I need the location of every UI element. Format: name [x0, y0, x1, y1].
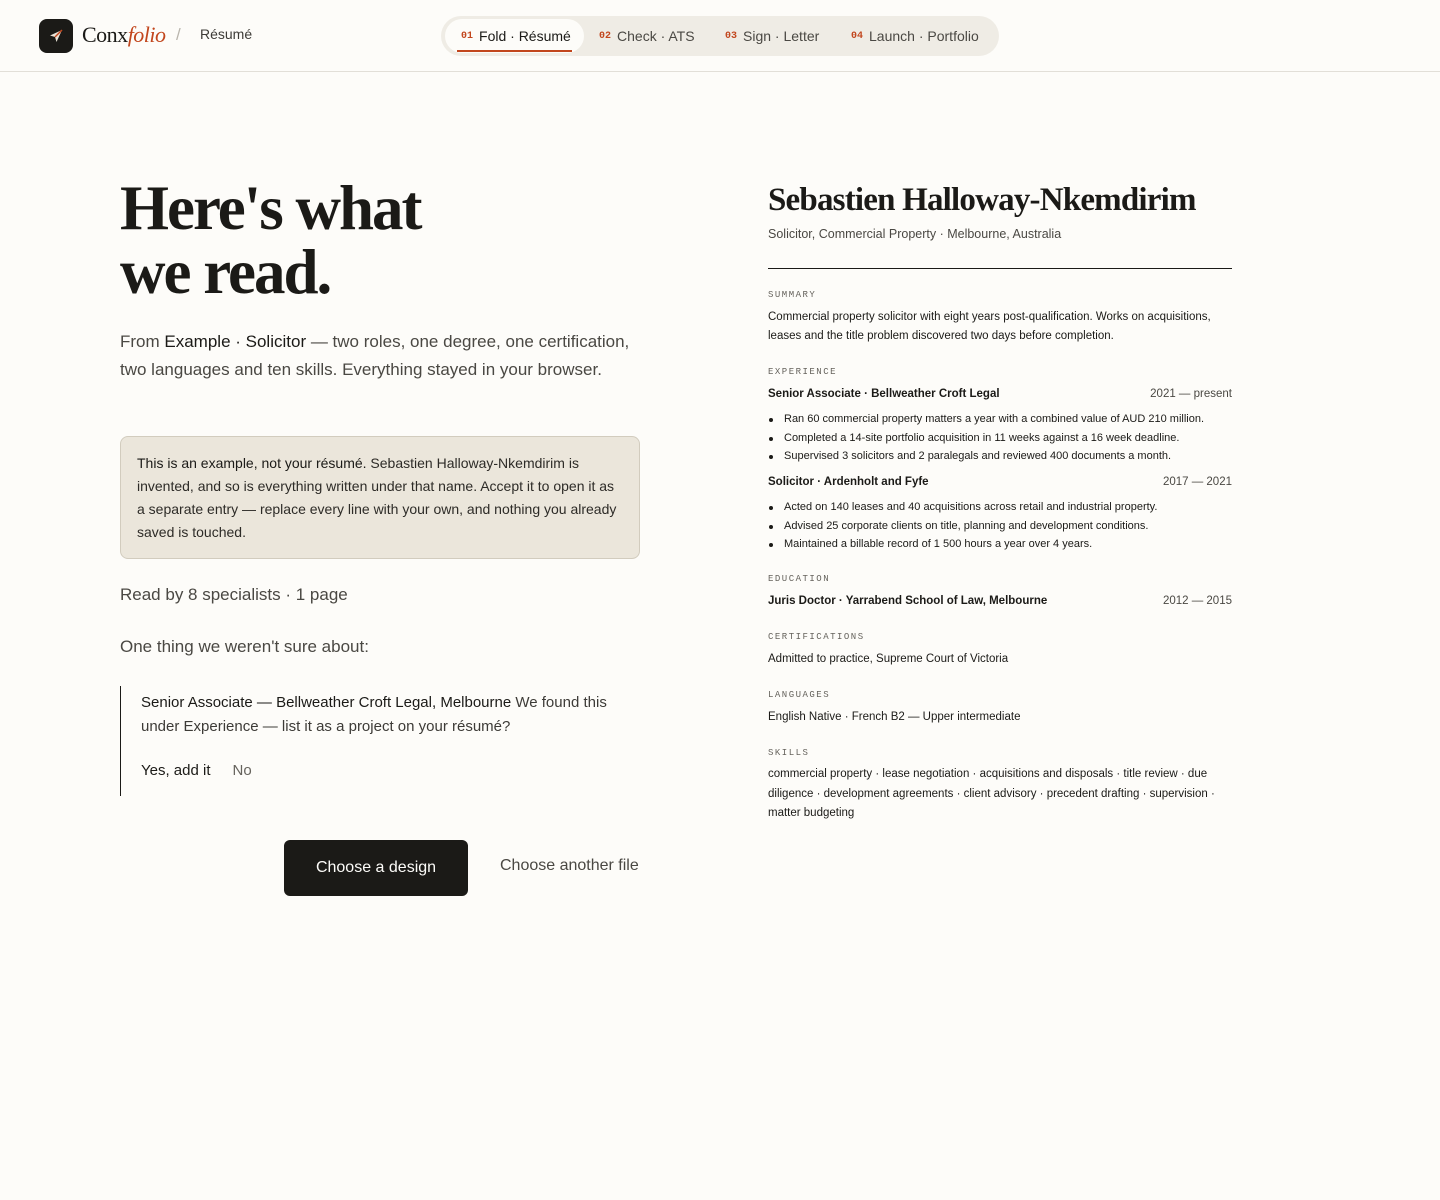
step-label: Check · ATS — [617, 28, 695, 44]
job-header — [768, 476, 1232, 488]
section-heading-languages: LANGUAGES — [768, 690, 831, 700]
tab-fold-resume[interactable] — [445, 19, 584, 53]
intro-rest: — two roles, one degree, one certification, two languages and ten skills. Everything stayed in your browser. — [120, 332, 630, 379]
step-number: 03 — [725, 30, 738, 42]
brand-name-accent: folio — [127, 22, 166, 47]
tab-check-ats[interactable] — [587, 19, 705, 53]
step-tabs — [441, 16, 999, 56]
uncertain-item — [120, 686, 640, 796]
step-label: Fold · Résumé — [479, 28, 571, 44]
resume-certifications: Admitted to practice, Supreme Court of Victoria — [768, 653, 1009, 665]
job-dates: 2017 — 2021 — [1162, 476, 1232, 488]
job-bullet: Completed a 14-site portfolio acquisition in 11 weeks against a 16 week deadline. — [768, 429, 1232, 448]
intro-prefix: From — [120, 332, 165, 351]
source-name: Example · Solicitor — [164, 332, 307, 351]
breadcrumb-separator: / — [176, 25, 181, 44]
notice-heading: This is an example, not your résumé. — [137, 455, 367, 471]
uncertain-actions — [141, 762, 252, 779]
resume-summary: Commercial property solicitor with eight years post-qualification. Works on acquisitions, leases and the title problem discovered two days before completion. — [768, 311, 1211, 342]
resume-name: Sebastien Halloway-Nkemdirim — [768, 182, 1196, 218]
notice-body: Sebastien Halloway-Nkemdirim is invented, and so is everything written under that name. Accept it to open it as a separate entry — replace every line with your own, and nothing you already saved is touched. — [137, 455, 617, 540]
section-heading-certifications: CERTIFICATIONS — [768, 632, 865, 642]
step-label: Sign · Letter — [743, 28, 820, 44]
page-title-line-1: Here's what — [120, 173, 421, 243]
read-meta: Read by 8 specialists · 1 page — [120, 585, 348, 604]
intro-text — [120, 328, 640, 384]
job-bullet: Supervised 3 solicitors and 2 paralegals and reviewed 400 documents a month. — [768, 447, 1232, 466]
paper-plane-icon — [49, 29, 63, 43]
step-number: 01 — [461, 30, 474, 42]
resume-title: Solicitor, Commercial Property · Melbourne, Australia — [768, 227, 1062, 241]
resume-skills: commercial property · lease negotiation · acquisitions and disposals · title review · due diligence · development agreements · client advisory · precedent drafting · supervision · matter budgeting — [768, 768, 1215, 819]
job-bullet: Maintained a billable record of 1 500 hours a year over 4 years. — [768, 535, 1232, 554]
education-dates: 2012 — 2015 — [1162, 595, 1232, 607]
job-dates: 2021 — present — [1150, 388, 1232, 400]
education-entry — [768, 595, 1232, 607]
top-bar — [0, 0, 1440, 72]
yes-add-button[interactable]: Yes, add it — [141, 762, 211, 779]
section-heading-education: EDUCATION — [768, 574, 831, 584]
brand-name: Conx — [82, 22, 128, 47]
page-title-line-2: we read. — [120, 237, 331, 307]
uncertain-prompt: One thing we weren't sure about: — [120, 637, 369, 656]
uncertain-item-question: We found this under Experience — list it as a project on your résumé? — [141, 694, 607, 735]
no-button[interactable]: No — [232, 762, 252, 779]
choose-design-button[interactable]: Choose a design — [284, 840, 468, 896]
choose-another-file-button[interactable]: Choose another file — [500, 857, 639, 874]
job-role: Senior Associate · Bellweather Croft Legal — [768, 388, 1000, 400]
step-number: 04 — [851, 30, 864, 42]
job-bullet: Acted on 140 leases and 40 acquisitions across retail and industrial property. — [768, 498, 1232, 517]
brand-logo[interactable] — [82, 22, 166, 48]
uncertain-item-title: Senior Associate — Bellweather Croft Legal, Melbourne — [141, 694, 512, 711]
tab-sign-letter[interactable] — [713, 19, 829, 53]
step-number: 02 — [599, 30, 612, 42]
tab-launch-portfolio[interactable] — [839, 19, 989, 53]
breadcrumb-current: Résumé — [200, 26, 253, 42]
section-heading-skills: SKILLS — [768, 748, 810, 758]
job-bullet: Ran 60 commercial property matters a year with a combined value of AUD 210 million. — [768, 410, 1232, 429]
job-header — [768, 388, 1232, 400]
step-label: Launch · Portfolio — [869, 28, 979, 44]
section-heading-experience: EXPERIENCE — [768, 367, 838, 377]
job-role: Solicitor · Ardenholt and Fyfe — [768, 476, 929, 488]
section-heading-summary: SUMMARY — [768, 290, 817, 300]
education-degree: Juris Doctor · Yarrabend School of Law, Melbourne — [768, 595, 1048, 607]
page-title — [120, 173, 540, 307]
example-notice — [120, 436, 640, 559]
resume-divider — [768, 268, 1232, 269]
job-bullets — [768, 498, 1232, 554]
job-bullets — [768, 410, 1232, 466]
resume-languages: English Native · French B2 — Upper intermediate — [768, 711, 1021, 723]
job-bullet: Advised 25 corporate clients on title, planning and development conditions. — [768, 517, 1232, 536]
logo-mark[interactable] — [39, 19, 73, 53]
